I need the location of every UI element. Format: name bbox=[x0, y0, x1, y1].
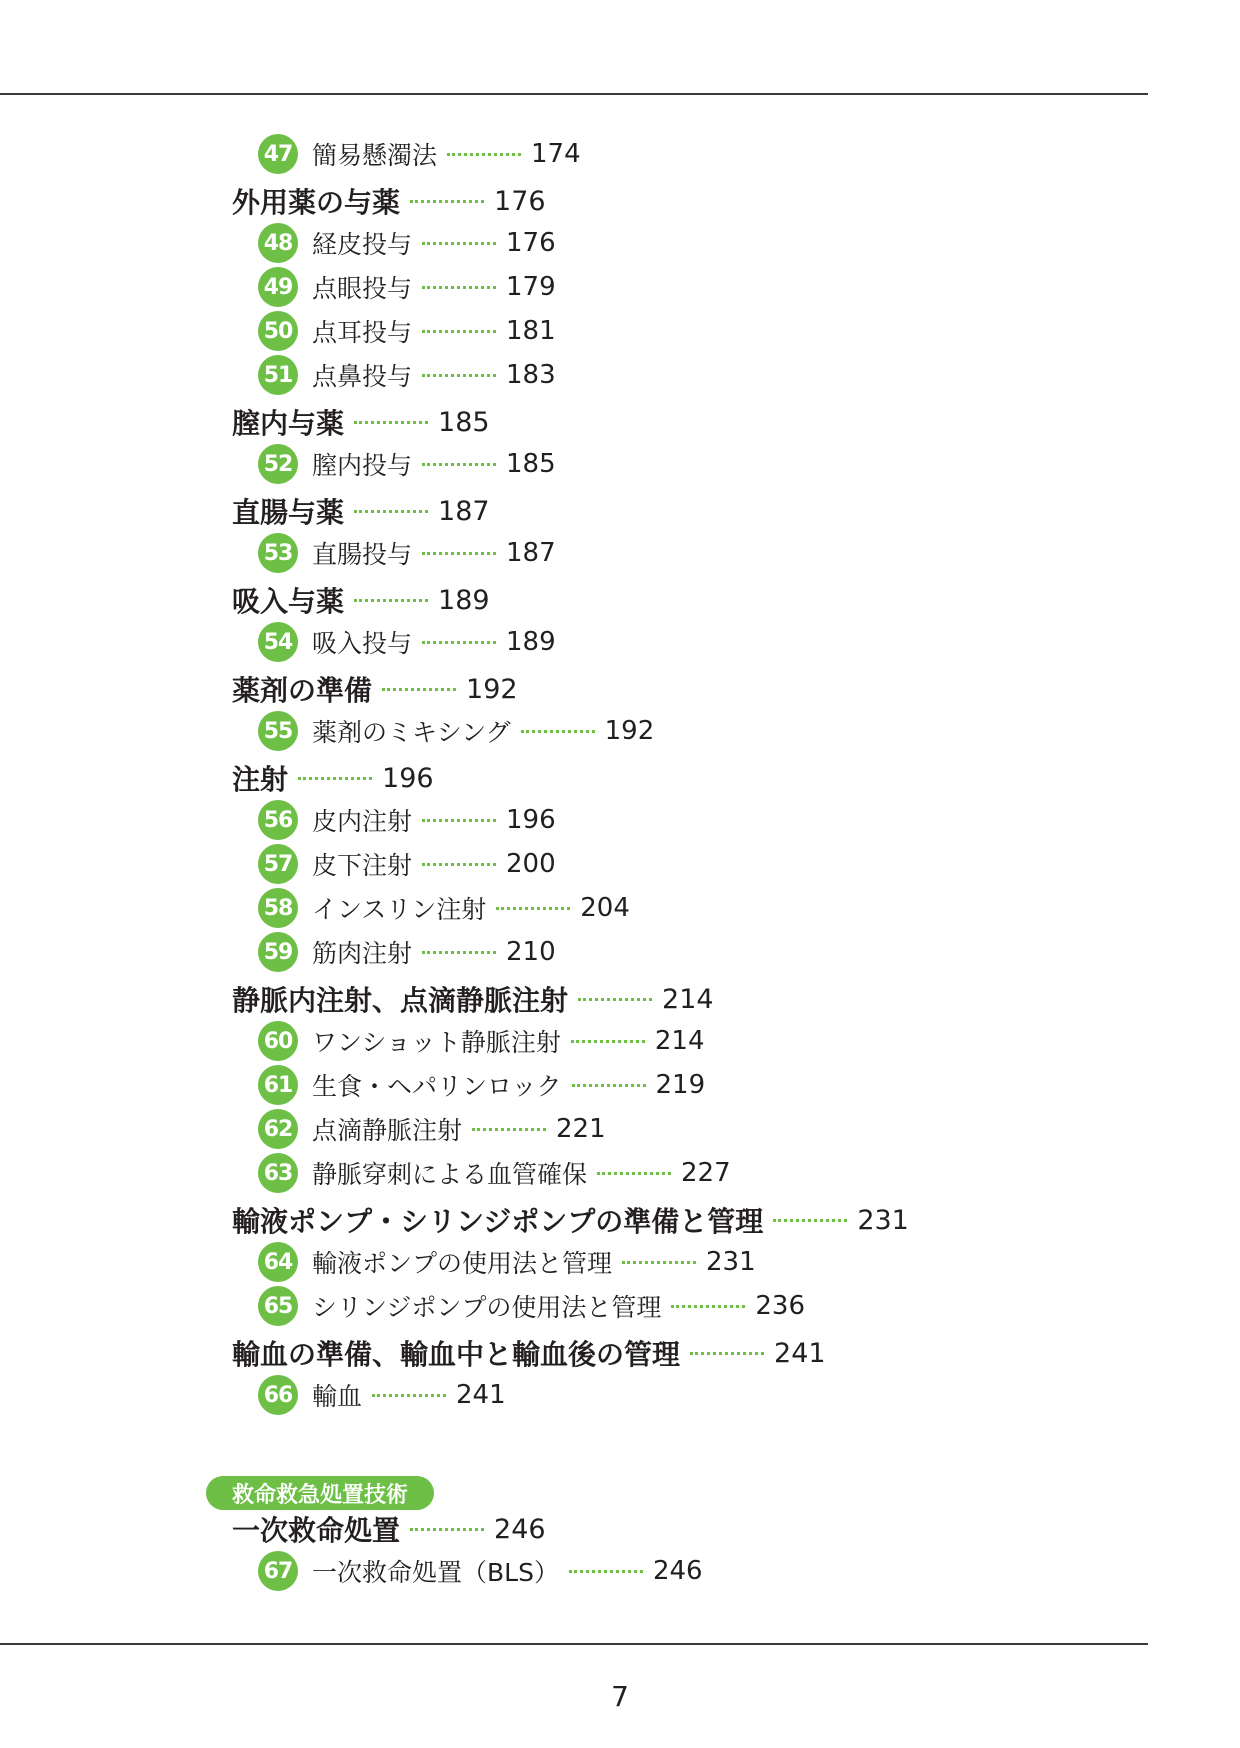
chapter-number-badge: 65 bbox=[258, 1286, 298, 1326]
entry-title: シリンジポンプの使用法と管理 bbox=[312, 1293, 662, 1322]
chapter-number-badge: 48 bbox=[258, 223, 298, 263]
entry-page: 204 bbox=[580, 893, 630, 923]
dot-leader bbox=[410, 1528, 484, 1531]
toc-entry[interactable] bbox=[258, 533, 556, 573]
dot-leader bbox=[354, 599, 428, 602]
entry-page: 241 bbox=[456, 1380, 506, 1410]
entry-page: 189 bbox=[506, 627, 556, 657]
entry-title: 簡易懸濁法 bbox=[312, 141, 438, 170]
toc-entry[interactable] bbox=[258, 1286, 805, 1326]
entry-page: 174 bbox=[531, 139, 581, 169]
chapter-number-badge: 64 bbox=[258, 1242, 298, 1282]
entry-title: ワンショット静脈注射 bbox=[312, 1028, 561, 1057]
chapter-number-badge: 56 bbox=[258, 800, 298, 840]
entry-page: 183 bbox=[506, 360, 556, 390]
entry-page: 219 bbox=[655, 1070, 706, 1100]
heading-page: 176 bbox=[494, 185, 546, 217]
dot-leader bbox=[410, 200, 484, 203]
chapter-number-badge: 52 bbox=[258, 444, 298, 484]
toc-entry[interactable] bbox=[258, 844, 556, 884]
entry-page: 185 bbox=[506, 449, 556, 479]
dot-leader bbox=[422, 819, 496, 822]
entry-title: 生食・ヘパリンロック bbox=[312, 1072, 562, 1101]
entry-page: 192 bbox=[604, 716, 655, 746]
dot-leader bbox=[472, 1128, 546, 1131]
toc-entry[interactable] bbox=[258, 800, 556, 840]
chapter-number-badge: 62 bbox=[258, 1109, 298, 1149]
dot-leader bbox=[447, 153, 521, 156]
toc-entry[interactable] bbox=[258, 888, 630, 928]
entry-page: 179 bbox=[506, 272, 556, 302]
toc-entry[interactable] bbox=[258, 223, 556, 263]
entry-title: 皮下注射 bbox=[312, 851, 413, 880]
entry-page: 196 bbox=[506, 805, 556, 835]
entry-page: 227 bbox=[681, 1158, 731, 1188]
entry-title: 輸液ポンプの使用法と管理 bbox=[312, 1249, 613, 1278]
entry-page: 214 bbox=[654, 1026, 705, 1056]
toc-heading[interactable] bbox=[232, 1509, 546, 1549]
toc-heading[interactable] bbox=[232, 1333, 826, 1373]
heading-title: 直腸与薬 bbox=[232, 496, 345, 529]
chapter-number-badge: 53 bbox=[258, 533, 298, 573]
toc-entry[interactable] bbox=[258, 267, 556, 307]
chapter-number-badge: 57 bbox=[258, 844, 298, 884]
dot-leader bbox=[422, 330, 496, 333]
dot-leader bbox=[578, 998, 652, 1001]
toc-entry[interactable] bbox=[258, 1021, 705, 1061]
entry-title: 吸入投与 bbox=[312, 629, 413, 658]
heading-title: 薬剤の準備 bbox=[232, 674, 373, 707]
chapter-number-badge: 50 bbox=[258, 311, 298, 351]
chapter-number-badge: 66 bbox=[258, 1375, 298, 1415]
entry-page: 200 bbox=[506, 849, 556, 879]
chapter-number-badge: 67 bbox=[258, 1551, 298, 1591]
heading-title: 輸血の準備、輸血中と輸血後の管理 bbox=[232, 1338, 681, 1371]
heading-page: 214 bbox=[662, 983, 714, 1015]
toc-entry[interactable] bbox=[258, 1153, 731, 1193]
entry-page: 221 bbox=[556, 1114, 606, 1144]
dot-leader bbox=[597, 1172, 671, 1175]
toc-entry[interactable] bbox=[258, 1065, 705, 1105]
chapter-number-badge: 54 bbox=[258, 622, 298, 662]
dot-leader bbox=[354, 510, 428, 513]
dot-leader bbox=[354, 421, 428, 424]
heading-title: 膣内与薬 bbox=[232, 407, 345, 440]
dot-leader bbox=[572, 1084, 646, 1087]
dot-leader bbox=[422, 641, 496, 644]
heading-page: 192 bbox=[466, 673, 518, 705]
chapter-number-badge: 47 bbox=[258, 134, 298, 174]
entry-title: 一次救命処置（BLS） bbox=[312, 1558, 559, 1587]
entry-page: 181 bbox=[506, 316, 556, 346]
chapter-number-badge: 60 bbox=[258, 1021, 298, 1061]
entry-page: 210 bbox=[506, 937, 556, 967]
entry-title: 筋肉注射 bbox=[312, 939, 413, 968]
dot-leader bbox=[622, 1261, 696, 1264]
dot-leader bbox=[690, 1352, 764, 1355]
chapter-number-badge: 61 bbox=[258, 1065, 298, 1105]
heading-title: 注射 bbox=[232, 763, 289, 796]
toc-entry[interactable] bbox=[258, 1375, 506, 1415]
dot-leader bbox=[773, 1219, 847, 1222]
dot-leader bbox=[422, 463, 496, 466]
toc-heading[interactable] bbox=[232, 1200, 909, 1240]
dot-leader bbox=[571, 1040, 645, 1043]
entry-title: 点滴静脈注射 bbox=[312, 1116, 463, 1145]
entry-title: 輸血 bbox=[312, 1382, 363, 1411]
heading-page: 196 bbox=[382, 762, 434, 794]
toc-entry[interactable] bbox=[258, 1109, 606, 1149]
dot-leader bbox=[382, 688, 456, 691]
section-label: 救命救急処置技術 bbox=[206, 1476, 434, 1510]
entry-title: 点耳投与 bbox=[312, 318, 413, 347]
dot-leader bbox=[422, 374, 496, 377]
dot-leader bbox=[496, 907, 570, 910]
entry-page: 187 bbox=[506, 538, 556, 568]
entry-title: インスリン注射 bbox=[312, 895, 487, 924]
dot-leader bbox=[422, 286, 496, 289]
dot-leader bbox=[422, 863, 496, 866]
toc-heading[interactable] bbox=[232, 491, 490, 531]
entry-title: 薬剤のミキシング bbox=[312, 718, 511, 747]
toc-entry[interactable] bbox=[258, 444, 556, 484]
heading-page: 187 bbox=[438, 495, 490, 527]
bottom-rule bbox=[0, 1643, 1148, 1645]
entry-title: 経皮投与 bbox=[312, 230, 413, 259]
chapter-number-badge: 63 bbox=[258, 1153, 298, 1193]
entry-title: 静脈穿刺による血管確保 bbox=[312, 1160, 588, 1189]
toc-entry[interactable] bbox=[258, 1551, 703, 1591]
entry-title: 点鼻投与 bbox=[312, 362, 413, 391]
heading-page: 231 bbox=[857, 1204, 909, 1236]
toc-heading[interactable] bbox=[232, 669, 518, 709]
entry-page: 246 bbox=[652, 1556, 703, 1586]
chapter-number-badge: 55 bbox=[258, 711, 298, 751]
page-number: 7 bbox=[611, 1680, 629, 1713]
chapter-number-badge: 58 bbox=[258, 888, 298, 928]
dot-leader bbox=[521, 730, 595, 733]
toc-heading[interactable] bbox=[232, 402, 490, 442]
toc-heading[interactable] bbox=[232, 580, 490, 620]
heading-title: 吸入与薬 bbox=[232, 585, 345, 618]
heading-title: 外用薬の与薬 bbox=[232, 186, 401, 219]
toc-entry[interactable] bbox=[258, 711, 654, 751]
heading-title: 静脈内注射、点滴静脈注射 bbox=[232, 984, 569, 1017]
entry-page: 231 bbox=[706, 1247, 756, 1277]
chapter-number-badge: 59 bbox=[258, 932, 298, 972]
heading-page: 241 bbox=[774, 1337, 826, 1369]
heading-title: 輸液ポンプ・シリンジポンプの準備と管理 bbox=[232, 1205, 764, 1238]
dot-leader bbox=[422, 242, 496, 245]
toc-entry[interactable] bbox=[258, 622, 556, 662]
chapter-number-badge: 51 bbox=[258, 355, 298, 395]
dot-leader bbox=[422, 951, 496, 954]
toc-entry[interactable] bbox=[258, 932, 556, 972]
toc-heading[interactable] bbox=[232, 758, 434, 798]
heading-page: 189 bbox=[438, 584, 490, 616]
heading-page: 246 bbox=[494, 1513, 546, 1545]
dot-leader bbox=[372, 1394, 446, 1397]
dot-leader bbox=[671, 1305, 745, 1308]
toc-heading[interactable] bbox=[232, 979, 714, 1019]
toc-heading[interactable] bbox=[232, 181, 546, 221]
entry-title: 膣内投与 bbox=[312, 451, 413, 480]
heading-page: 185 bbox=[438, 406, 490, 438]
chapter-number-badge: 49 bbox=[258, 267, 298, 307]
dot-leader bbox=[569, 1570, 643, 1573]
entry-page: 236 bbox=[755, 1291, 806, 1321]
heading-title: 一次救命処置 bbox=[232, 1514, 401, 1547]
entry-page: 176 bbox=[506, 228, 556, 258]
toc-entry[interactable] bbox=[258, 311, 556, 351]
dot-leader bbox=[298, 777, 372, 780]
toc-entry[interactable] bbox=[258, 1242, 756, 1282]
dot-leader bbox=[422, 552, 496, 555]
entry-title: 皮内注射 bbox=[312, 807, 413, 836]
entry-title: 直腸投与 bbox=[312, 540, 413, 569]
toc-entry[interactable] bbox=[258, 355, 556, 395]
toc-entry[interactable] bbox=[258, 134, 581, 174]
entry-title: 点眼投与 bbox=[312, 274, 413, 303]
